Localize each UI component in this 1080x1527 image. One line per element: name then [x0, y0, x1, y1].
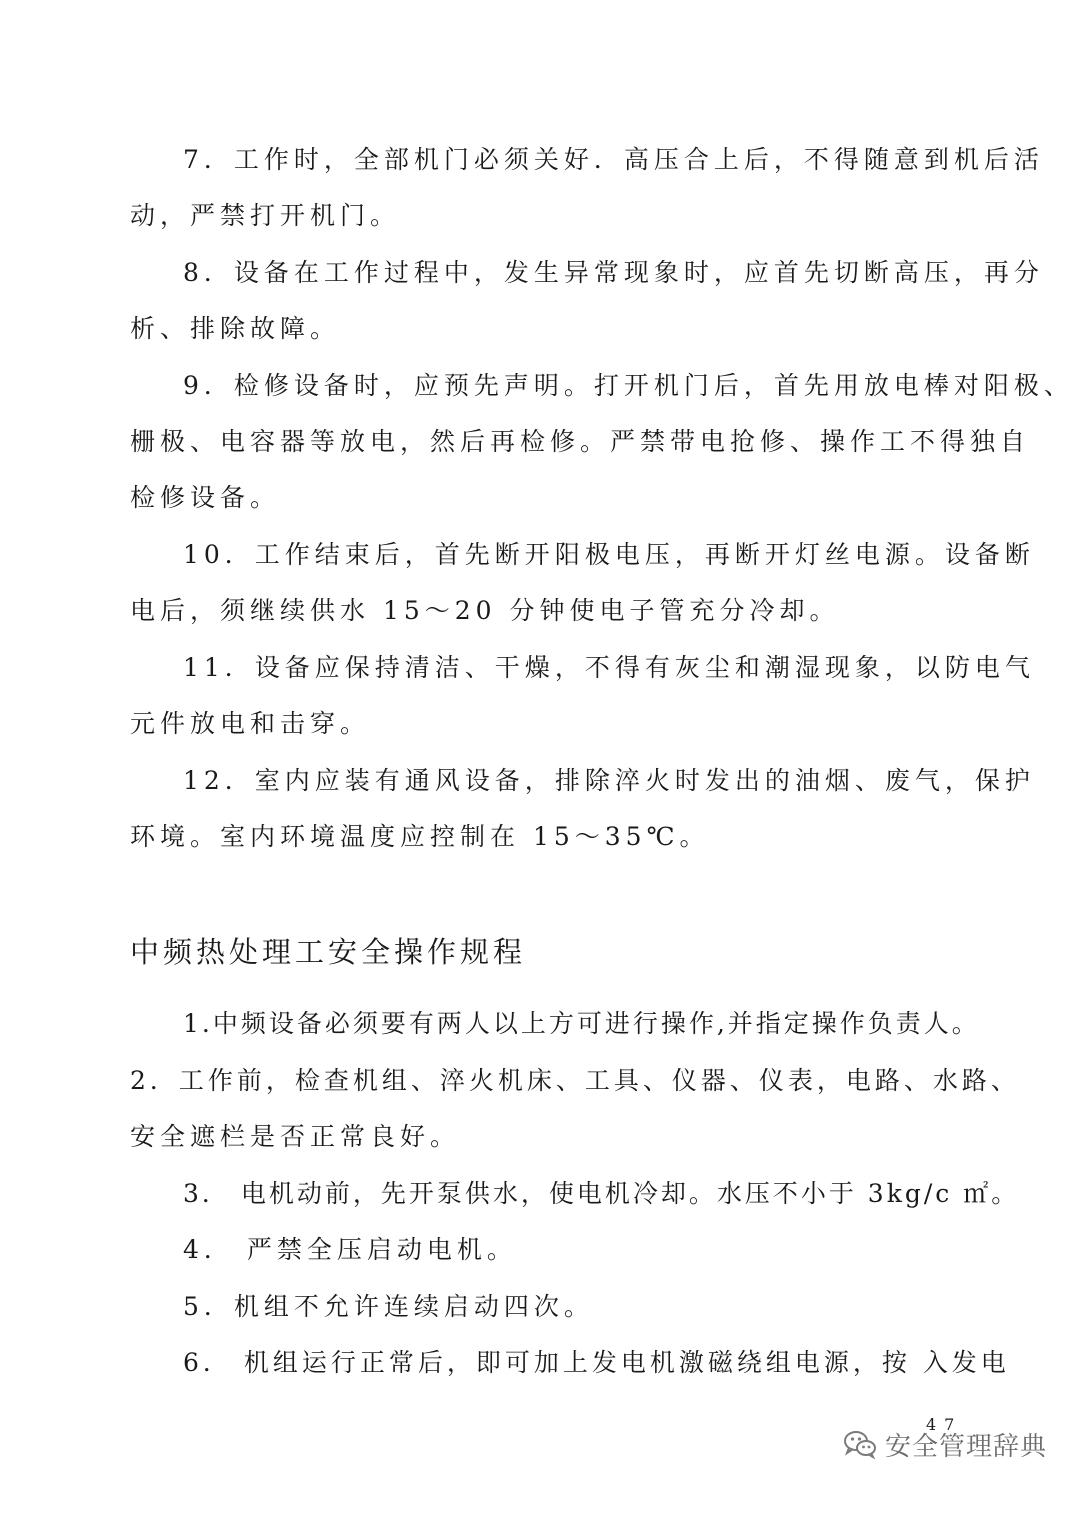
paragraph-line: 动，严禁打开机门。: [130, 201, 401, 230]
paragraph-line: 安全遮栏是否正常良好。: [130, 1122, 461, 1151]
page-number: 47: [926, 1415, 963, 1434]
watermark-text: 安全管理辞典: [885, 1431, 1048, 1462]
wechat-icon: [843, 1429, 877, 1459]
paragraph-line: 电后，须继续供水 15～20 分钟使电子管充分冷却。: [130, 596, 840, 625]
paragraph-line: 11．设备应保持清洁、干燥，不得有灰尘和潮湿现象，以防电气: [183, 653, 1035, 682]
paragraph-line: 9．检修设备时，应预先声明。打开机门后，首先用放电棒对阳极、: [183, 371, 1074, 400]
paragraph-line: 5．机组不允许连续启动四次。: [183, 1292, 594, 1321]
paragraph-line: 12．室内应装有通风设备，排除淬火时发出的油烟、废气，保护: [183, 766, 1035, 795]
paragraph-line: 6． 机组运行正常后，即可加上发电机激磁绕组电源，按 入发电: [183, 1348, 1010, 1377]
paragraph-line: 元件放电和击穿。: [130, 709, 371, 738]
paragraph-line: 栅极、电容器等放电，然后再检修。严禁带电抢修、操作工不得独自: [130, 427, 1031, 456]
paragraph-line: 析、排除故障。: [130, 314, 341, 343]
paragraph-line: 4． 严禁全压启动电机。: [183, 1235, 517, 1264]
paragraph-line: 7．工作时，全部机门必须关好．高压合上后，不得随意到机后活: [183, 145, 1044, 174]
paragraph-line: 检修设备。: [130, 483, 281, 512]
paragraph-line: 1.中频设备必须要有两人以上方可进行操作,并指定操作负责人。: [183, 1009, 980, 1038]
watermark: [843, 1424, 1047, 1464]
section-heading: 中频热处理工安全操作规程: [130, 935, 527, 969]
paragraph-line: 环境。室内环境温度应控制在 15～35℃。: [130, 822, 710, 851]
paragraph-line: 3． 电机动前，先开泵供水，使电机冷却。水压不小于 3kg/c ㎡。: [183, 1179, 1020, 1208]
paragraph-line: 8．设备在工作过程中，发生异常现象时，应首先切断高压，再分: [183, 258, 1044, 287]
paragraph-line: 2．工作前，检查机组、淬火机床、工具、仪器、仪表，电路、水路、: [130, 1066, 1020, 1095]
paragraph-line: 10．工作结束后，首先断开阳极电压，再断开灯丝电源。设备断: [183, 540, 1035, 569]
